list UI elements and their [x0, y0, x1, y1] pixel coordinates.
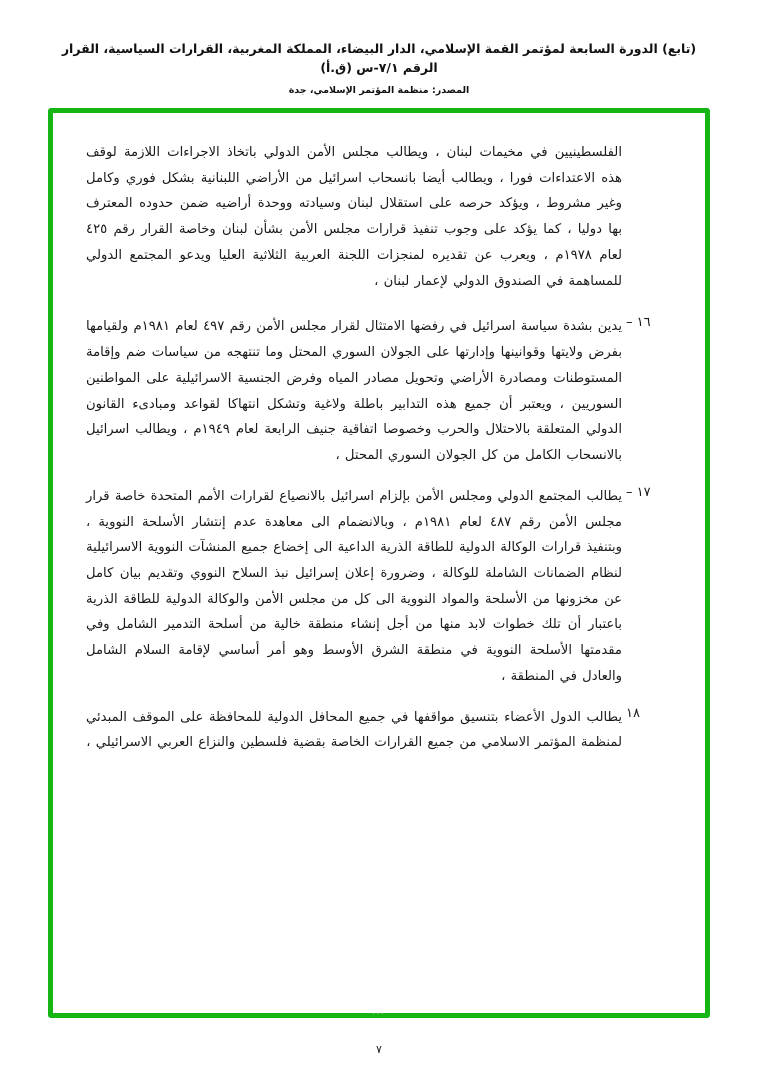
paragraph-text: يطالب المجتمع الدولي ومجلس الأمن بإلزام اسرائيل بالانصياع لقرارات الأمم المتحدة خاصة قرار مجلس الأمن رقم ٤٨٧ لعام ١٩٨١م ، وبالانضمام الى معاهدة عدم إنتشار الأسلحة النووية ، وبتنفيذ قرارات الوكالة الدولية للطاقة الذرية الداعية الى إخضاع جميع المنشآت النووية الاسرائيلية لنظام الضمانات الشاملة للوكالة ، وضرورة إعلان إسرائيل نبذ السلاح النووي وتقديم بيان كامل عن مخزونها من الأسلحة والمواد النووية الى كل من مجلس الأمن والوكالة الدولية للطاقة الذرية باعتبار أن تلك خطوات لابد منها من أجل إنشاء منطقة خالية من أسلحة التدمير الشامل وفي مقدمتها الأسلحة النووية في منطقة الشرق الأوسط وهو أمر أساسي لإقامة السلام الشامل والعادل في المنطقة ، [86, 488, 622, 684]
paragraph-17 [86, 484, 672, 690]
paragraph-text: يطالب الدول الأعضاء بتنسيق مواقفها في جميع المحافل الدولية للمحافظة على الموقف المبدئي لمنظمة المؤتمر الاسلامي من جميع القرارات الخاصة بقضية فلسطين والنزاع العربي الاسرائيلي ، [86, 709, 622, 751]
page-footer [0, 1043, 758, 1056]
header-title: (تابع) الدورة السابعة لمؤتمر القمة الإسلامي، الدار البيضاء، المملكة المغربية، القرارات السياسية، القرار الرقم ٧/١-س (ق.أ) [61, 41, 697, 75]
paragraph-number: ١٧ – [626, 484, 651, 500]
paragraph-text: يدين بشدة سياسة اسرائيل في رفضها الامتثال لقرار مجلس الأمن رقم ٤٩٧ لعام ١٩٨١م ولقيامها بفرض ولايتها وقوانينها وإدارتها على الجولان السوري المحتل وما تنتهجه من سياسات ضم وإقامة المستوطنات ومصادرة الأراضي وتحويل مصادر المياه وفرض الجنسية الاسرائيلية على المواطنين السوريين ، ويعتبر أن جميع هذه التدابير باطلة ولاغية وتشكل انتهاكا لقواعد ومبادىء القانون الدولي المتعلقة بالاحتلال والحرب وخصوصا اتفاقية جنيف الرابعة لعام ١٩٤٩م ، ويطالب اسرائيل بالانسحاب الكامل من كل الجولان السوري المحتل ، [86, 319, 622, 464]
paragraph-16 [86, 314, 672, 468]
paragraph-18 [86, 705, 672, 756]
page-number: ٧ [376, 1043, 382, 1056]
faint-artifact: ... [372, 1007, 386, 1016]
paragraph-number [622, 140, 672, 141]
document-body [86, 140, 672, 771]
page-header [0, 40, 758, 97]
header-source: المصدر: منظمة المؤتمر الإسلامي، جدة [288, 84, 470, 96]
paragraph-continuation [86, 140, 672, 294]
paragraph-number: ١٨ [626, 705, 640, 721]
paragraph-text: الفلسطينيين في مخيمات لبنان ، ويطالب مجلس الأمن الدولي باتخاذ الاجراءات اللازمة لوقف هذه الاعتداءات فورا ، ويطالب أيضا بانسحاب اسرائيل من الأراضي اللبنانية بشكل فوري وكامل وغير مشروط ، ويؤكد حرصه على استقلال لبنان وسيادته ووحدة أراضيه ضمن حدوده المعترف بها دوليا ، كما يؤكد على وجوب تنفيذ قرارات مجلس الأمن بشأن لبنان وخاصة القرار رقم ٤٢٥ لعام ١٩٧٨م ، ويعرب عن تقديره لمنجزات اللجنة العربية الثلاثية العليا ويدعو المجتمع الدولي للمساهمة في الصندوق الدولي لإعمار لبنان ، [86, 145, 622, 289]
paragraph-number: ١٦ – [626, 315, 651, 331]
